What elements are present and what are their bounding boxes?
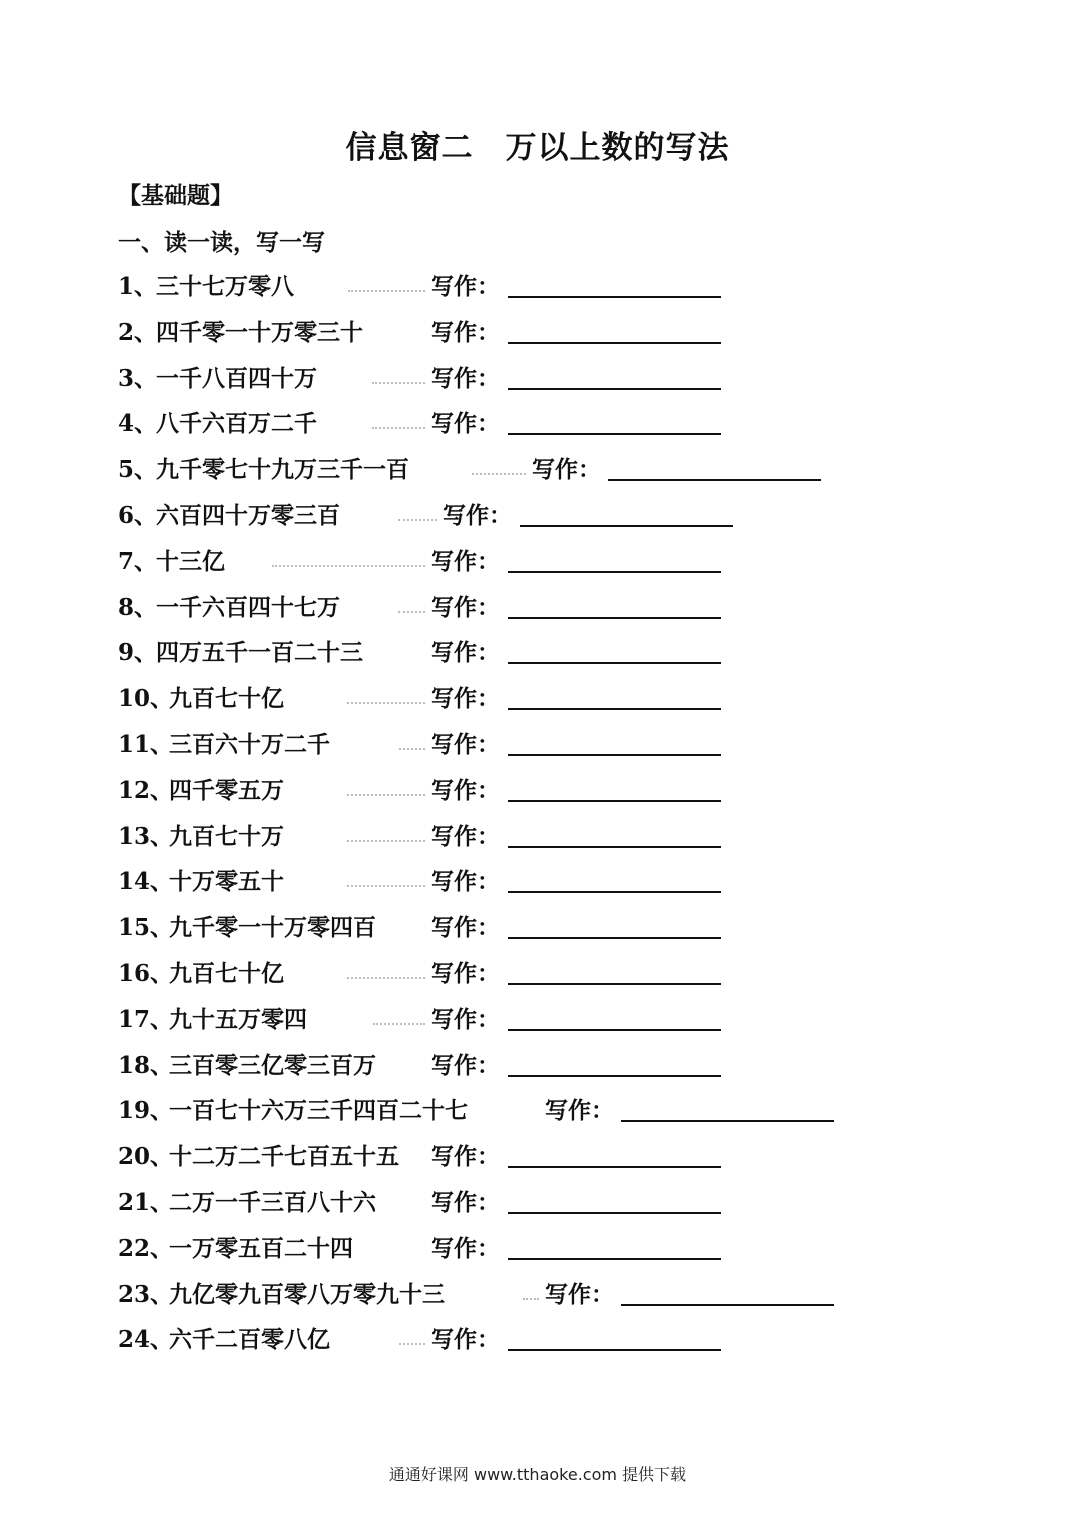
dot-leader (472, 473, 526, 475)
dot-leader (398, 519, 437, 521)
write-label: 写作： (431, 868, 500, 895)
answer-blank[interactable] (508, 296, 721, 298)
exercise-chinese-number: 九百七十万 (169, 823, 284, 850)
dot-leader (348, 290, 425, 292)
write-label: 写作： (545, 1281, 614, 1308)
exercise-chinese-number: 九百七十亿 (169, 685, 284, 712)
exercise-item (118, 818, 878, 850)
write-label: 写作： (431, 1189, 500, 1216)
exercise-chinese-number: 六百四十万零三百 (156, 502, 340, 529)
section-one-heading: 一、读一读，写一写 (118, 229, 325, 256)
answer-blank[interactable] (608, 479, 821, 481)
exercise-item (118, 405, 878, 437)
dot-leader (347, 840, 425, 842)
exercise-chinese-number: 三百六十万二千 (169, 731, 330, 758)
exercise-item (118, 268, 878, 300)
exercise-number-words: 19、 (118, 1097, 174, 1124)
dot-leader (373, 1023, 425, 1025)
write-label: 写作： (431, 1006, 500, 1033)
write-label: 写作： (431, 731, 500, 758)
dot-leader (399, 1343, 425, 1345)
exercise-chinese-number: 九亿零九百零八万零九十三 (169, 1281, 445, 1308)
exercise-item (118, 726, 878, 758)
answer-blank[interactable] (508, 1166, 721, 1168)
exercise-number-words: 23、 (118, 1281, 174, 1308)
exercise-number-words: 3、 (118, 365, 158, 392)
exercise-number-words: 13、 (118, 823, 174, 850)
answer-blank[interactable] (508, 662, 721, 664)
dot-leader (398, 611, 425, 613)
exercise-number-words: 4、 (118, 410, 158, 437)
exercise-item (118, 1047, 878, 1079)
exercise-chinese-number: 九千零一十万零四百 (169, 914, 376, 941)
exercise-chinese-number: 二万一千三百八十六 (169, 1189, 376, 1216)
footer-text: 通通好课网 www.tthaoke.com 提供下载 (388, 1465, 687, 1484)
exercise-chinese-number: 十三亿 (156, 548, 225, 575)
exercise-chinese-number: 一千八百四十万 (156, 365, 317, 392)
exercise-item (118, 1138, 878, 1170)
exercise-number-words: 20、 (118, 1143, 174, 1170)
answer-blank[interactable] (508, 1212, 721, 1214)
exercise-item (118, 1184, 878, 1216)
exercise-chinese-number: 四千零一十万零三十 (156, 319, 363, 346)
exercise-number-words: 5、 (118, 456, 158, 483)
exercise-item (118, 1321, 878, 1353)
exercise-chinese-number: 四千零五万 (169, 777, 284, 804)
exercise-chinese-number: 一千六百四十七万 (156, 594, 340, 621)
write-label: 写作： (431, 1052, 500, 1079)
exercise-chinese-number: 六千二百零八亿 (169, 1326, 330, 1353)
answer-blank[interactable] (508, 983, 721, 985)
exercise-chinese-number: 九百七十亿 (169, 960, 284, 987)
write-label: 写作： (431, 823, 500, 850)
exercise-number-words: 6、 (118, 502, 158, 529)
exercise-item (118, 680, 878, 712)
exercise-number-words: 18、 (118, 1052, 174, 1079)
exercise-item (118, 909, 878, 941)
exercise-item (118, 1092, 878, 1124)
write-label: 写作： (431, 777, 500, 804)
exercise-item (118, 634, 878, 666)
write-label: 写作： (431, 1326, 500, 1353)
exercise-number-words: 9、 (118, 639, 158, 666)
write-label: 写作： (431, 365, 500, 392)
write-label: 写作： (431, 1143, 500, 1170)
write-label: 写作： (431, 319, 500, 346)
exercise-chinese-number: 三百零三亿零三百万 (169, 1052, 376, 1079)
answer-blank[interactable] (508, 1075, 721, 1077)
exercise-item (118, 1230, 878, 1262)
answer-blank[interactable] (508, 388, 721, 390)
write-label: 写作： (431, 960, 500, 987)
answer-blank[interactable] (508, 617, 721, 619)
exercise-item (118, 543, 878, 575)
write-label: 写作： (545, 1097, 614, 1124)
dot-leader (347, 794, 425, 796)
answer-blank[interactable] (508, 846, 721, 848)
exercise-item (118, 360, 878, 392)
write-label: 写作： (431, 594, 500, 621)
exercise-item (118, 955, 878, 987)
dot-leader (372, 382, 425, 384)
answer-blank[interactable] (508, 433, 721, 435)
exercise-item (118, 589, 878, 621)
exercise-chinese-number: 九千零七十九万三千一百 (156, 456, 409, 483)
dot-leader (347, 977, 425, 979)
exercise-number-words: 17、 (118, 1006, 174, 1033)
exercise-item (118, 863, 878, 895)
answer-blank[interactable] (508, 1349, 721, 1351)
write-label: 写作： (431, 548, 500, 575)
write-label: 写作： (532, 456, 601, 483)
exercise-chinese-number: 八千六百万二千 (156, 410, 317, 437)
exercise-number-words: 2、 (118, 319, 158, 346)
exercise-chinese-number: 三十七万零八 (156, 273, 294, 300)
exercise-number-words: 24、 (118, 1326, 174, 1353)
answer-blank[interactable] (508, 891, 721, 893)
write-label: 写作： (431, 410, 500, 437)
dot-leader (347, 885, 425, 887)
answer-blank[interactable] (508, 571, 721, 573)
exercise-chinese-number: 十万零五十 (169, 868, 284, 895)
answer-blank[interactable] (621, 1304, 834, 1306)
exercise-item (118, 497, 878, 529)
exercise-chinese-number: 一万零五百二十四 (169, 1235, 353, 1262)
dot-leader (272, 565, 425, 567)
exercise-number-words: 7、 (118, 548, 158, 575)
exercise-chinese-number: 一百七十六万三千四百二十七 (169, 1097, 468, 1124)
write-label: 写作： (431, 1235, 500, 1262)
answer-blank[interactable] (508, 1258, 721, 1260)
exercise-number-words: 22、 (118, 1235, 174, 1262)
exercise-item (118, 314, 878, 346)
section-basic-heading: 【基础题】 (118, 182, 233, 209)
dot-leader (523, 1298, 539, 1300)
exercise-number-words: 14、 (118, 868, 174, 895)
answer-blank[interactable] (520, 525, 733, 527)
dot-leader (347, 702, 425, 704)
exercise-chinese-number: 十二万二千七百五十五 (169, 1143, 399, 1170)
exercise-chinese-number: 九十五万零四 (169, 1006, 307, 1033)
exercise-number-words: 21、 (118, 1189, 174, 1216)
exercise-number-words: 12、 (118, 777, 174, 804)
write-label: 写作： (431, 273, 500, 300)
exercise-item (118, 1276, 878, 1308)
exercise-number-words: 10、 (118, 685, 174, 712)
exercise-number-words: 11、 (118, 731, 174, 758)
answer-blank[interactable] (508, 342, 721, 344)
answer-blank[interactable] (508, 1029, 721, 1031)
exercise-item (118, 1001, 878, 1033)
answer-blank[interactable] (621, 1120, 834, 1122)
dot-leader (399, 748, 425, 750)
exercise-number-words: 8、 (118, 594, 158, 621)
answer-blank[interactable] (508, 937, 721, 939)
answer-blank[interactable] (508, 708, 721, 710)
answer-blank[interactable] (508, 754, 721, 756)
exercise-item (118, 451, 878, 483)
exercise-number-words: 15、 (118, 914, 174, 941)
write-label: 写作： (431, 914, 500, 941)
exercise-number-words: 16、 (118, 960, 174, 987)
answer-blank[interactable] (508, 800, 721, 802)
exercise-number-words: 1、 (118, 273, 158, 300)
page-title: 信息窗二 万以上数的写法 (345, 130, 730, 166)
write-label: 写作： (443, 502, 512, 529)
dot-leader (372, 427, 425, 429)
write-label: 写作： (431, 639, 500, 666)
write-label: 写作： (431, 685, 500, 712)
exercise-item (118, 772, 878, 804)
exercise-chinese-number: 四万五千一百二十三 (156, 639, 363, 666)
